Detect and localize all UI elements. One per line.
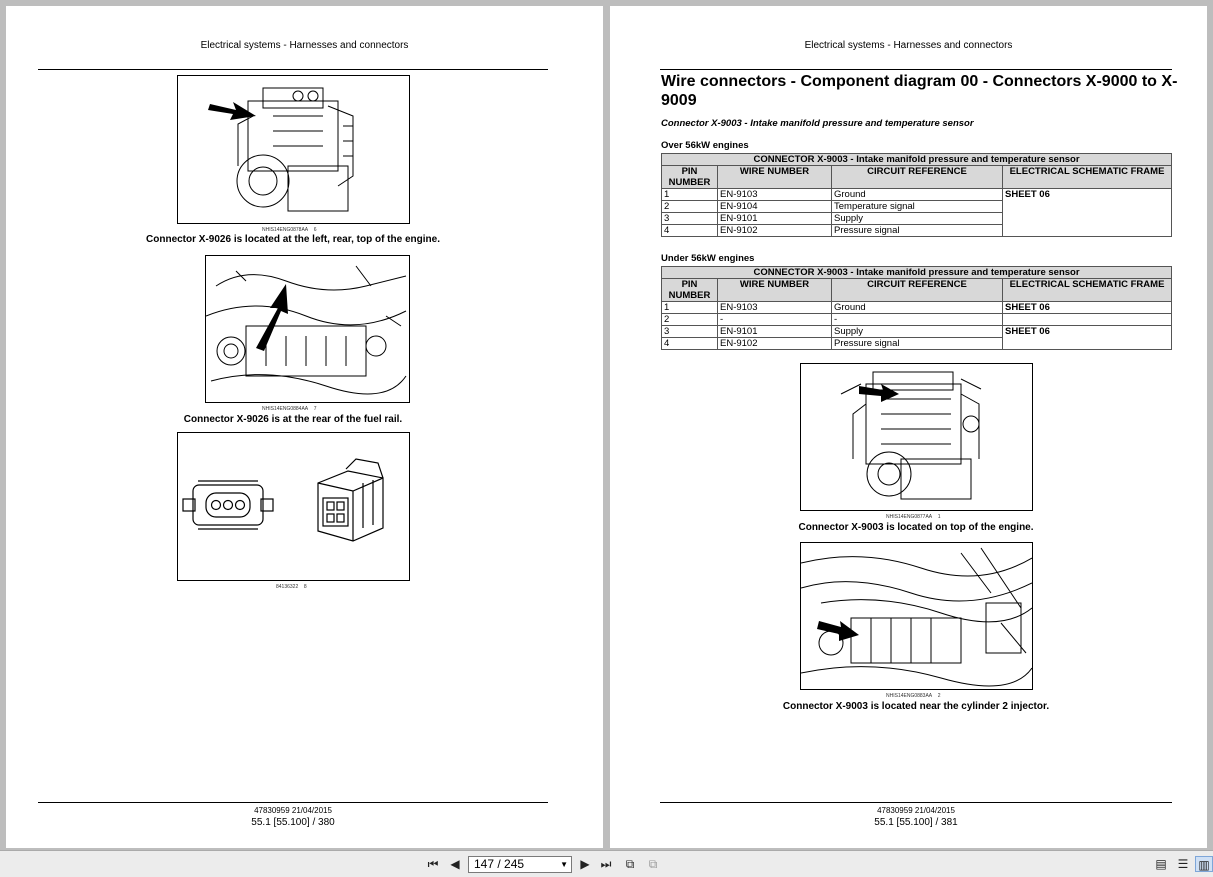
table-row: [662, 326, 1172, 338]
frame-cell: SHEET 06: [1003, 326, 1172, 350]
two-page-view-icon[interactable]: ▥: [1195, 856, 1213, 872]
chevron-down-icon[interactable]: ▼: [560, 860, 568, 869]
document-page-right: [610, 6, 1207, 848]
circuit-cell: Ground: [832, 189, 1003, 201]
prev-page-icon[interactable]: ◀: [450, 857, 460, 871]
injector-figure-2: [800, 542, 1033, 690]
fuel-rail-figure-7: [205, 255, 410, 403]
table-caption: CONNECTOR X-9003 - Intake manifold pressure and temperature sensor: [662, 267, 1172, 279]
page-footer: [6, 805, 580, 829]
document-number: 47830959 21/04/2015: [254, 806, 332, 815]
circuit-cell: -: [832, 314, 1003, 326]
figure-id: NHIS14ENG0883AA 2: [886, 693, 941, 699]
circuit-cell: Pressure signal: [832, 338, 1003, 350]
table-label: Over 56kW engines: [661, 140, 749, 151]
section-subtitle: Connector X-9003 - Intake manifold pressure and temperature sensor: [661, 118, 974, 129]
page-number: 55.1 [55.100] / 381: [874, 817, 958, 828]
header-rule: [38, 69, 548, 70]
copy-icon[interactable]: ⧉: [648, 857, 658, 871]
column-header: CIRCUIT REFERENCE: [832, 166, 1003, 189]
circuit-cell: Pressure signal: [832, 225, 1003, 237]
figure-id: NHIS14ENG0884AA 7: [262, 406, 317, 412]
first-page-icon[interactable]: ⏮: [427, 857, 439, 871]
frame-cell: [1003, 314, 1172, 326]
page-header: Electrical systems - Harnesses and connectors: [200, 40, 409, 51]
document-number: 47830959 21/04/2015: [877, 806, 955, 815]
page-header: Electrical systems - Harnesses and connectors: [804, 40, 1013, 51]
wire-cell: EN-9103: [718, 189, 832, 201]
circuit-cell: Temperature signal: [832, 201, 1003, 213]
figure-id: NHIS14ENG0878AA 6: [262, 227, 317, 233]
continuous-view-icon[interactable]: ☰: [1177, 857, 1189, 871]
last-page-icon[interactable]: ⏭: [600, 857, 612, 871]
pin-cell: 2: [662, 314, 718, 326]
column-header: CIRCUIT REFERENCE: [832, 279, 1003, 302]
header-rule: [660, 69, 1172, 70]
pin-cell: 3: [662, 326, 718, 338]
table-row: [662, 302, 1172, 314]
figure-caption: Connector X-9003 is located on top of the engine.: [798, 522, 1034, 533]
column-header: WIRE NUMBER: [718, 279, 832, 302]
wire-cell: EN-9102: [718, 338, 832, 350]
document-page-left: [6, 6, 603, 848]
figure-caption: Connector X-9026 is located at the left, rear, top of the engine.: [146, 234, 440, 245]
page-number-input[interactable]: [468, 856, 572, 873]
page-footer: [610, 805, 1213, 829]
circuit-cell: Supply: [832, 326, 1003, 338]
connector-table-over-56kw: [661, 153, 1172, 237]
next-page-icon[interactable]: ▶: [580, 857, 590, 871]
engine-figure-1: [800, 363, 1033, 511]
connector-table-under-56kw: [661, 266, 1172, 350]
frame-cell: SHEET 06: [1003, 302, 1172, 314]
footer-rule: [660, 802, 1172, 803]
figure-id: 84136322 8: [276, 584, 307, 590]
column-header: WIRE NUMBER: [718, 166, 832, 189]
column-header: ELECTRICAL SCHEMATIC FRAME: [1003, 279, 1172, 302]
column-header: ELECTRICAL SCHEMATIC FRAME: [1003, 166, 1172, 189]
table-row: [662, 189, 1172, 201]
pin-cell: 4: [662, 225, 718, 237]
connector-figure-8: [177, 432, 410, 581]
wire-cell: -: [718, 314, 832, 326]
pin-cell: 2: [662, 201, 718, 213]
column-header: PIN NUMBER: [662, 279, 718, 302]
section-title: Wire connectors - Component diagram 00 - Connectors X-9000 to X-9009: [661, 73, 1178, 109]
navigation-toolbar: [0, 850, 1213, 877]
figure-caption: Connector X-9003 is located near the cylinder 2 injector.: [782, 701, 1050, 712]
wire-cell: EN-9103: [718, 302, 832, 314]
wire-cell: EN-9101: [718, 326, 832, 338]
table-caption: CONNECTOR X-9003 - Intake manifold pressure and temperature sensor: [662, 154, 1172, 166]
rotate-icon[interactable]: ⧉: [625, 857, 635, 871]
pin-cell: 4: [662, 338, 718, 350]
single-page-view-icon[interactable]: ▤: [1155, 857, 1167, 871]
engine-figure-6: [177, 75, 410, 224]
frame-cell: SHEET 06: [1003, 189, 1172, 237]
table-row: [662, 314, 1172, 326]
circuit-cell: Ground: [832, 302, 1003, 314]
wire-cell: EN-9104: [718, 201, 832, 213]
table-label: Under 56kW engines: [661, 253, 755, 264]
wire-cell: EN-9102: [718, 225, 832, 237]
column-header: PIN NUMBER: [662, 166, 718, 189]
pin-cell: 3: [662, 213, 718, 225]
page-number: 55.1 [55.100] / 380: [251, 817, 335, 828]
footer-rule: [38, 802, 548, 803]
circuit-cell: Supply: [832, 213, 1003, 225]
pin-cell: 1: [662, 302, 718, 314]
page-indicator: 147 / 245: [474, 857, 525, 871]
figure-id: NHIS14ENG0877AA 1: [886, 514, 941, 520]
figure-caption: Connector X-9026 is at the rear of the fuel rail.: [183, 414, 403, 425]
pin-cell: 1: [662, 189, 718, 201]
wire-cell: EN-9101: [718, 213, 832, 225]
